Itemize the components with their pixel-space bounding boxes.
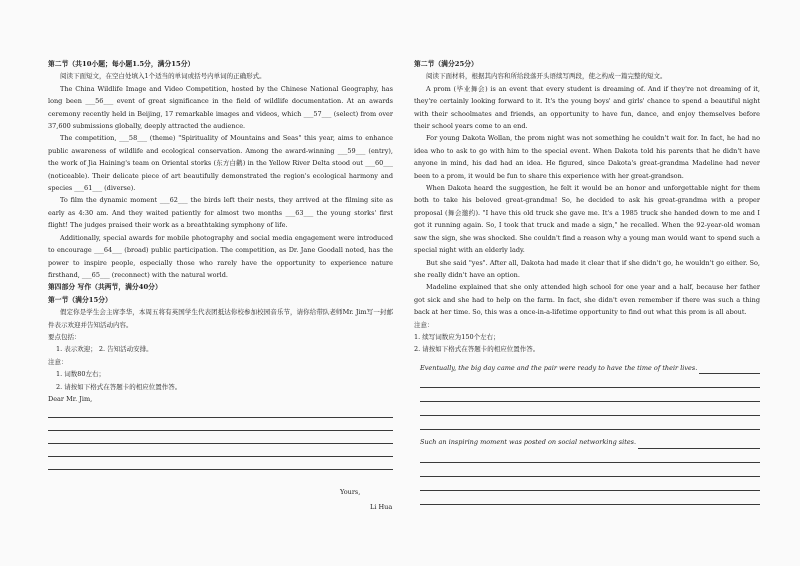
signature: Li Hua bbox=[370, 503, 393, 511]
note-format: 2. 请按如下格式在答题卡的相应位置作答。 bbox=[56, 382, 182, 391]
points: 1. 表示欢迎； 2. 告知活动安排。 bbox=[56, 345, 153, 354]
answer-line[interactable] bbox=[699, 364, 760, 374]
continuation-instructions: 阅读下面材料，根据其内容和所给段落开头语续写两段，使之构成一篇完整的短文。 bbox=[426, 72, 667, 81]
part4-section1-heading: 第一节（满分15分） bbox=[48, 295, 112, 304]
note-word-count: 1. 续写词数应为150个左右； bbox=[414, 332, 500, 341]
points-label: 要点包括： bbox=[48, 332, 81, 341]
answer-line[interactable] bbox=[420, 477, 760, 491]
cloze-paragraph: Additionally, special awards for mobile photography and social media engagement were introduced to encourage ___64___ (broad) public participation. The competition, as Dr. Jane Goodall noted, has the power to inspire people, especially those who rarely have the opportunity to experience nature firsthand, ___65___ (reconnect) with the natural world. bbox=[48, 233, 393, 279]
answer-line[interactable] bbox=[48, 431, 393, 444]
story-paragraph: But she said "yes". After all, Dakota had made it clear that if she didn't go, he wouldn't go either. So, she really didn't have an option. bbox=[414, 258, 760, 279]
answer-line[interactable] bbox=[420, 416, 760, 430]
answer-line[interactable] bbox=[420, 491, 760, 505]
answer-line[interactable] bbox=[420, 463, 760, 477]
part4-heading: 第四部分 写作（共两节，满分40分） bbox=[48, 283, 162, 292]
right-column bbox=[414, 58, 760, 505]
answer-line[interactable] bbox=[420, 374, 760, 388]
note-word-count: 1. 词数80左右； bbox=[56, 370, 106, 379]
section2-heading: 第二节（满分25分） bbox=[414, 60, 478, 68]
answer-line[interactable] bbox=[420, 449, 760, 463]
opening-line-2 bbox=[420, 436, 760, 448]
story-paragraph: Madeline explained that she only attended high school for one year and a half, because her father got sick and she had to help on the farm. In fact, she didn't even remember if there was such a thing back at her time. So, this was a once-in-a-lifetime opportunity to find out what this prom is all about. bbox=[414, 283, 760, 317]
section2-heading: 第二节（共10小题；每小题1.5分，满分15分） bbox=[48, 60, 195, 68]
closing: Yours, bbox=[340, 488, 361, 496]
notes-label: 注意： bbox=[414, 320, 434, 329]
salutation: Dear Mr. Jim, bbox=[48, 394, 93, 403]
left-column bbox=[48, 58, 393, 470]
answer-line[interactable] bbox=[48, 418, 393, 431]
answer-line[interactable] bbox=[638, 439, 760, 449]
note-format: 2. 请按如下格式在答题卡的相应位置作答。 bbox=[414, 345, 540, 354]
answer-line[interactable] bbox=[48, 457, 393, 470]
cloze-paragraph: To film the dynamic moment ___62___ the birds left their nests, they arrived at the filming site as early as 4:30 am. And they waited patiently for almost two months ___63___ the young storks' first flight! The judges praised their work as a breathtaking symphony of life. bbox=[48, 196, 393, 230]
notes-label: 注意： bbox=[48, 357, 68, 366]
opening-sentence-1: Eventually, the big day came and the pair were ready to have the time of their lives. bbox=[420, 363, 698, 372]
cloze-paragraph: The China Wildlife Image and Video Competition, hosted by the Chinese National Geography, has long been ___56___ event of great significance in the field of wildlife documentation. At an awards ceremony recently held in Beijing, 17 remarkable images and videos, which ___57___ (select) from over 37,600 submissions globally, deeply attracted the audience. bbox=[48, 84, 393, 131]
opening-line-1 bbox=[420, 362, 760, 374]
answer-line[interactable] bbox=[48, 405, 393, 418]
answer-line[interactable] bbox=[48, 444, 393, 457]
section2-instructions: 阅读下面短文，在空白处填入1个适当的单词或括号内单词的正确形式。 bbox=[60, 72, 266, 81]
opening-sentence-2: Such an inspiring moment was posted on social networking sites. bbox=[420, 438, 637, 447]
cloze-paragraph: The competition, ___58___ (theme) "Spirituality of Mountains and Seas" this year, aims to enhance public awareness of wildlife and ecological conservation. Among the award-winning ___59___ (entry), the work of Jia Haining's team on Oriental storks (东方白鹳) in the Yellow River Delta stood out ___60___ (noticeable). Their delicate piece of art beautifully demonstrated the region's ecological harmony and species ___61___ (diverse). bbox=[48, 134, 393, 193]
story-paragraph: When Dakota heard the suggestion, he felt it would be an honor and unforgettable night for them both to take his beloved great-grandma! So, he decided to ask his great-grandma with a proper proposal (舞会邀约). "I have this old truck she gave me. It's a 1985 truck she handed down to me and I got it running again. So, I took that truck and made a sign," he recalled. When the 92-year-old woman saw the sign, she was shocked. She couldn't find a reason why a young man would want to spend such a special night with an elderly lady. bbox=[414, 184, 760, 255]
answer-line[interactable] bbox=[420, 402, 760, 416]
story-paragraph: A prom (毕业舞会) is an event that every student is dreaming of. And if they're not dreaming of it, they're certainly looking forward to it. It's the young boys' and girls' chance to spend a beautiful night with their schoolmates and friends, an opportunity to have fun, dance, and enjoy themselves before their school years come to an end. bbox=[414, 84, 760, 131]
answer-line[interactable] bbox=[420, 388, 760, 402]
story-paragraph: For young Dakota Wollan, the prom night was not something he couldn't wait for. In fact, he had no idea who to ask to go with him to the special event. When Dakota told his parents that he didn't have anyone in mind, his dad had an idea. He figured, since Dakota's great-grandma Madeline had never been to a prom, it would be fun to share this experience with her great-grandson. bbox=[414, 134, 760, 180]
task-prompt: 假定你是学生会主席李华，本周五将有英国学生代表团抵达你校参加校园音乐节，请你给带队老师Mr. Jim写一封邮件表示欢迎并告知活动内容。 bbox=[48, 308, 393, 329]
